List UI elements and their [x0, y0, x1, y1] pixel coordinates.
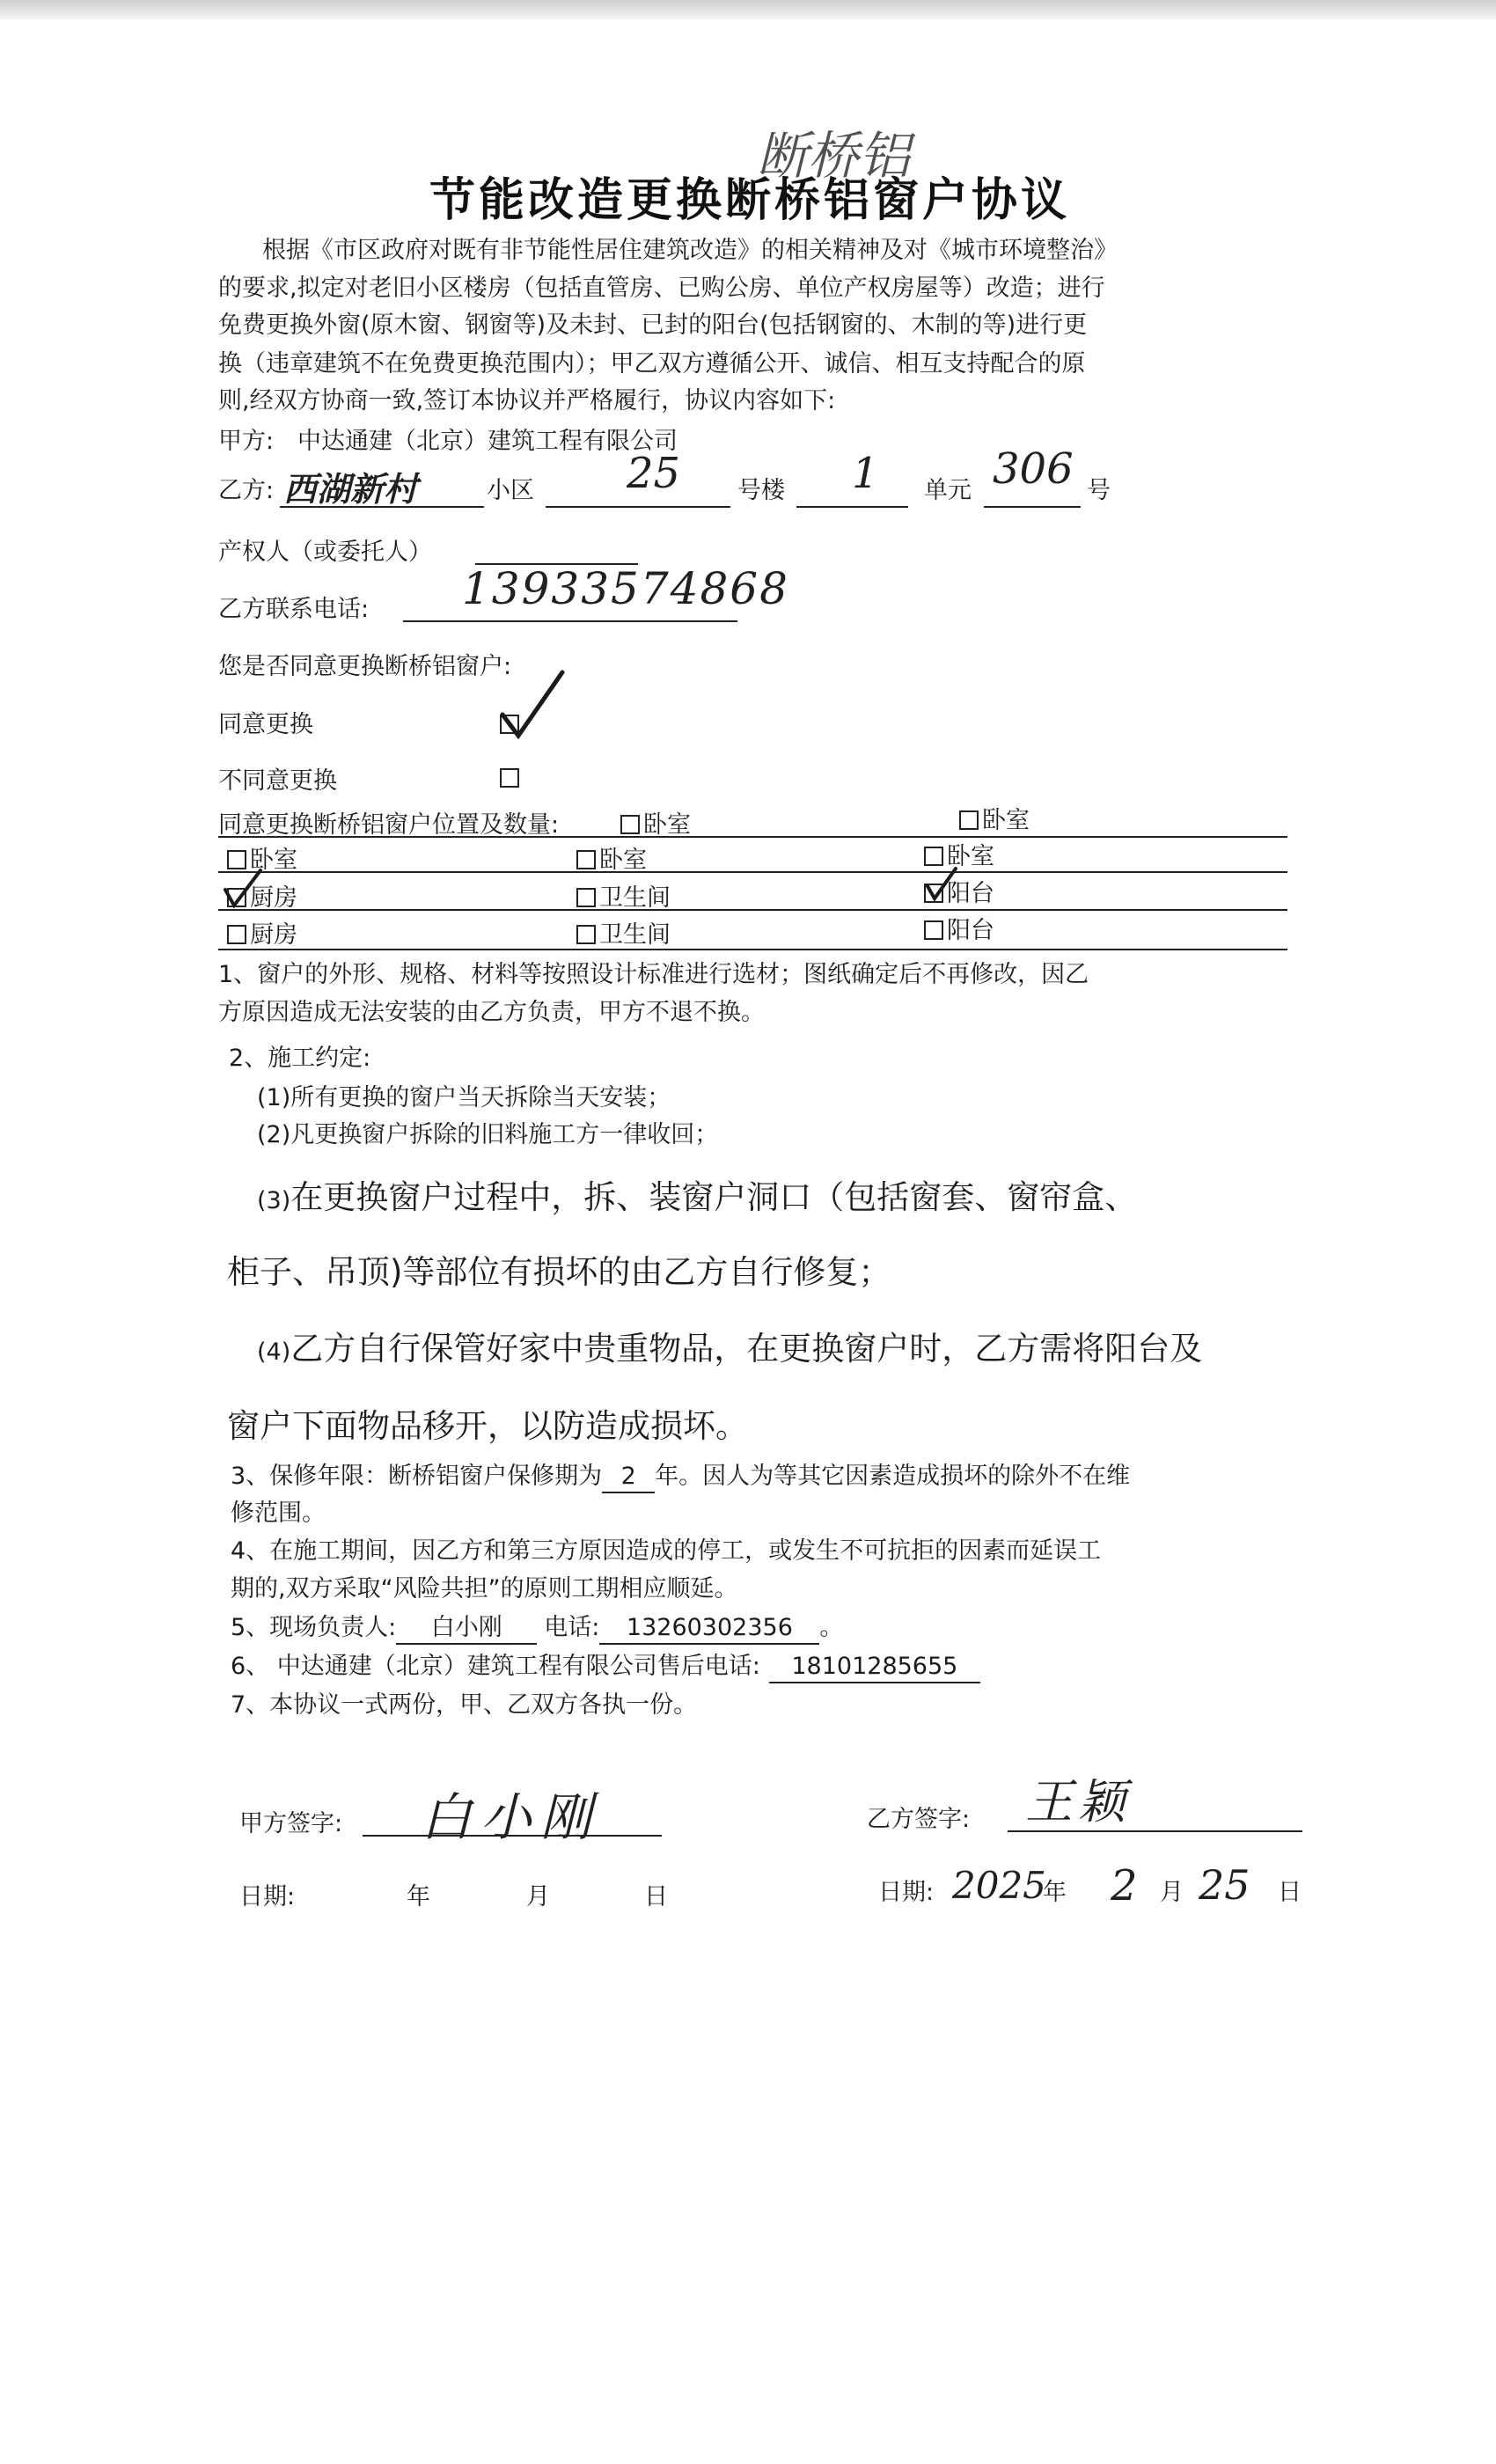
pos-r2-c1-label: 卧室: [250, 847, 297, 874]
party-a-sign-label: 甲方签字:: [239, 1810, 343, 1837]
positions-intro: 同意更换断桥铝窗户位置及数量:: [218, 811, 560, 839]
pos-r4-c2-label: 卫生间: [599, 921, 671, 949]
clause-2-4-text-a: 乙方自行保管好家中贵重物品，在更换窗户时，乙方需将阳台及: [290, 1330, 1203, 1368]
agree-check-mark-icon: [497, 669, 568, 739]
clause-1-line-2: 方原因造成无法安装的由乙方负责，甲方不退不换。: [218, 999, 765, 1026]
room-handwritten: 306: [993, 444, 1074, 494]
clause-2-2: (2)凡更换窗户拆除的旧料施工方一律收回；: [257, 1121, 719, 1148]
checkbox-r3-c2[interactable]: [576, 888, 596, 907]
building-suffix: 号楼: [737, 477, 785, 504]
checkbox-r4-c1[interactable]: [227, 925, 246, 944]
clause-2-3-prefix: (3): [257, 1187, 291, 1214]
clause-2-1: (1)所有更换的窗户当天拆除当天安装；: [257, 1084, 671, 1111]
party-b-signature: 王颖: [1025, 1774, 1131, 1830]
party-a-date-label: 日期:: [239, 1883, 296, 1910]
clause-3-line-2: 修范围。: [231, 1500, 326, 1527]
party-a-signature: 白小刚: [421, 1787, 601, 1847]
clause-2-3-line-1: [257, 1170, 1137, 1218]
consent-question: 您是否同意更换断桥铝窗户:: [218, 653, 512, 680]
site-manager-phone: 13260302356: [599, 1612, 819, 1645]
clause-5-line: [231, 1612, 843, 1645]
room-suffix: 号: [1087, 477, 1111, 504]
intro-line-4: 换（违章建筑不在免费更换范围内）；甲乙双方遵循公开、诚信、相互支持配合的原: [218, 350, 1086, 378]
clause-2-title: 2、施工约定:: [229, 1045, 371, 1072]
pos-r4-c3[interactable]: [924, 915, 994, 946]
clause-5-end: 。: [819, 1614, 844, 1641]
party-b-year-handwritten: 2025: [952, 1864, 1046, 1907]
party-b-sign-label: 乙方签字:: [867, 1806, 971, 1833]
clause-5-tel-label: 电话:: [544, 1614, 600, 1641]
party-a-label: 甲方:: [218, 428, 275, 455]
party-b-day-handwritten: 25: [1199, 1861, 1250, 1909]
grid-line-4: [218, 949, 1287, 950]
checkbox-r4-c2[interactable]: [576, 925, 596, 944]
phone-handwritten: 13933574868: [462, 563, 789, 614]
clause-3-text-b: 年。因人为等其它因素造成损坏的除外不在维: [655, 1463, 1131, 1490]
party-a-month-label: 月: [526, 1883, 550, 1910]
grid-line-2: [218, 871, 1287, 873]
pos-r1-c3-label: 卧室: [982, 807, 1030, 834]
clause-2-4-line-2: 窗户下面物品移开，以防造成损坏。: [227, 1407, 748, 1445]
clause-4-line-1: 4、在施工期间，因乙方和第三方原因造成的停工，或发生不可抗拒的因素而延误工: [231, 1537, 1102, 1565]
grid-line-3: [218, 909, 1287, 911]
checkbox-r4-c3[interactable]: [924, 920, 943, 940]
phone-label: 乙方联系电话:: [218, 596, 370, 623]
owner-label: 产权人（或委托人）: [218, 539, 432, 566]
party-b-label: 乙方:: [218, 477, 275, 504]
grid-line-1: [218, 836, 1287, 838]
intro-line-1: 根据《市区政府对既有非节能性居住建筑改造》的相关精神及对《城市环境整治》: [262, 237, 1118, 264]
clause-2-4-prefix: (4): [257, 1338, 291, 1366]
unit-suffix: 单元: [924, 477, 972, 504]
party-b-day-label: 日: [1278, 1879, 1302, 1906]
party-b-sign-underline: [1008, 1830, 1302, 1832]
checkbox-r1-c3[interactable]: [959, 810, 979, 830]
clause-6-line: [231, 1651, 980, 1683]
clause-2-3-line-2: 柜子、吊顶)等部位有损坏的由乙方自行修复；: [227, 1253, 891, 1291]
clause-1-line-1: 1、窗户的外形、规格、材料等按照设计标准进行选材；图纸确定后不再修改，因乙: [218, 961, 1089, 988]
pos-r3-c2-label: 卫生间: [599, 884, 671, 912]
clause-5-label: 5、现场负责人:: [231, 1614, 397, 1641]
after-sales-phone: 18101285655: [769, 1651, 980, 1683]
party-b-date-label: 日期:: [878, 1879, 935, 1906]
community-underline: [280, 506, 484, 508]
clause-4-line-2: 期的,双方采取“风险共担”的原则工期相应顺延。: [231, 1575, 738, 1602]
building-handwritten: 25: [627, 449, 681, 498]
unit-handwritten: 1: [852, 449, 879, 498]
clause-2-4-line-1: [257, 1322, 1202, 1369]
page-title: 节能改造更换断桥铝窗户协议: [429, 174, 1071, 227]
intro-line-3: 免费更换外窗(原木窗、钢窗等)及未封、已封的阳台(包括钢窗的、木制的等)进行更: [218, 312, 1088, 339]
room-underline: [984, 506, 1081, 508]
pos-r4-c1[interactable]: [227, 920, 297, 950]
party-a-sign-underline: [363, 1835, 662, 1837]
pos-r4-c1-label: 厨房: [250, 921, 297, 949]
disagree-label: 不同意更换: [218, 767, 337, 795]
clause-3-text-a: 3、保修年限：断桥铝窗户保修期为: [231, 1463, 603, 1490]
balcony-check-mark-icon: [924, 867, 959, 902]
kitchen-check-mark-icon: [222, 867, 266, 911]
clause-3-line-1: [231, 1461, 1130, 1493]
pos-r1-c2-label: 卧室: [643, 811, 691, 839]
warranty-years: 2: [602, 1461, 655, 1493]
community-suffix: 小区: [487, 477, 534, 504]
intro-line-5: 则,经双方协商一致,签订本协议并严格履行，协议内容如下:: [218, 387, 836, 414]
party-b-year-label: 年: [1043, 1879, 1067, 1906]
scan-edge: [0, 0, 1496, 19]
party-a-day-label: 日: [644, 1883, 668, 1910]
clause-7: 7、本协议一式两份，甲、乙双方各执一份。: [231, 1691, 698, 1719]
pos-r1-c3[interactable]: [959, 805, 1030, 836]
checkbox-r2-c3[interactable]: [924, 847, 943, 866]
pos-r2-c2-label: 卧室: [599, 847, 647, 874]
pos-r4-c3-label: 阳台: [947, 917, 994, 944]
pos-r2-c3-label: 卧室: [947, 843, 994, 870]
pos-r3-c3-label: 阳台: [947, 880, 994, 907]
party-b-month-handwritten: 2: [1111, 1861, 1138, 1910]
building-underline: [546, 506, 730, 508]
community-handwritten: 西湖新村: [283, 469, 418, 509]
clause-2-3-text-a: 在更换窗户过程中，拆、装窗户洞口（包括窗套、窗帘盒、: [290, 1178, 1138, 1216]
site-manager-name: 白小刚: [396, 1612, 537, 1645]
title-overwrite-scribble: 断桥铝: [757, 126, 911, 186]
checkbox-r2-c2[interactable]: [576, 850, 596, 869]
phone-underline: [403, 620, 737, 622]
checkbox-r1-c2[interactable]: [620, 815, 640, 834]
clause-6-label: 6、 中达通建（北京）建筑工程有限公司售后电话:: [231, 1653, 760, 1680]
party-b-month-label: 月: [1160, 1879, 1184, 1906]
agree-label: 同意更换: [218, 711, 313, 738]
unit-underline: [796, 506, 908, 508]
intro-line-2: 的要求,拟定对老旧小区楼房（包括直管房、已购公房、单位产权房屋等）改造；进行: [218, 275, 1105, 302]
disagree-checkbox[interactable]: [500, 768, 519, 788]
party-a-value: 中达通建（北京）建筑工程有限公司: [297, 428, 678, 455]
party-a-year-label: 年: [407, 1883, 430, 1910]
pos-r4-c2[interactable]: [576, 920, 671, 950]
pos-r3-c1-label: 厨房: [250, 884, 297, 912]
